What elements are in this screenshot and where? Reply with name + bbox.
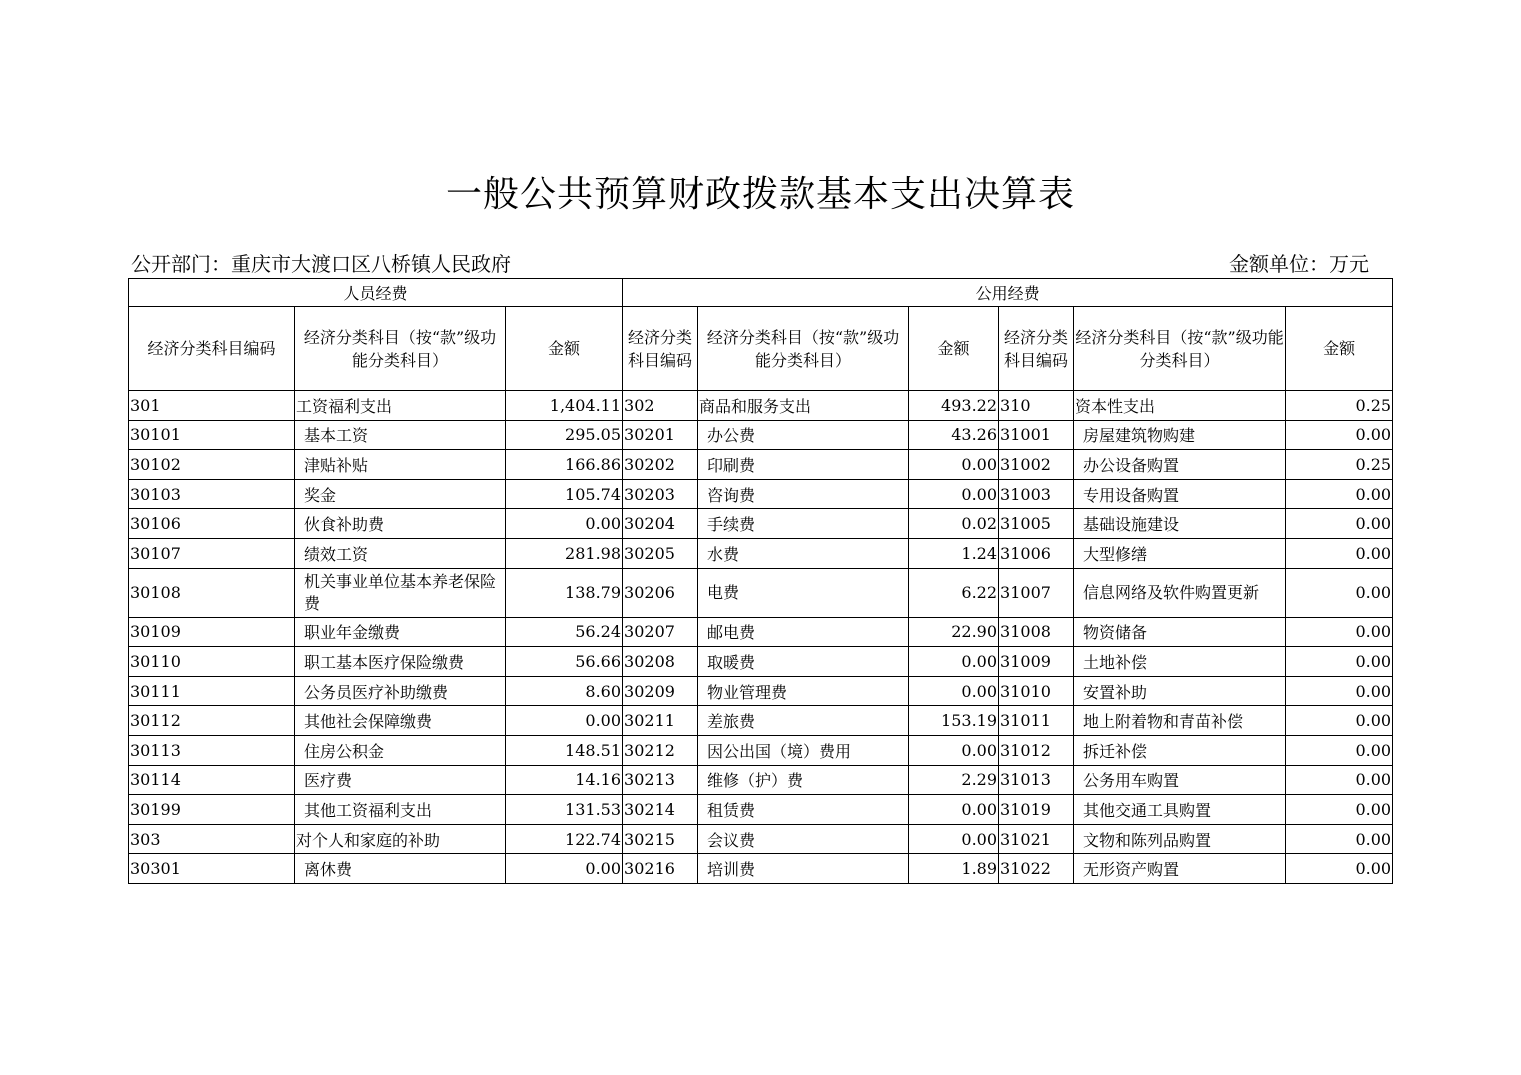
amount-cell: 0.00 xyxy=(1286,568,1393,617)
amount-cell: 0.00 xyxy=(909,795,999,825)
name-cell: 津贴补贴 xyxy=(295,450,506,480)
code-cell: 30212 xyxy=(623,735,698,765)
table-row xyxy=(129,765,1393,795)
code-cell: 30214 xyxy=(623,795,698,825)
code-cell: 30211 xyxy=(623,706,698,736)
code-cell: 303 xyxy=(129,824,295,854)
budget-table xyxy=(128,278,1393,884)
name-cell: 住房公积金 xyxy=(295,735,506,765)
name-cell: 公务用车购置 xyxy=(1074,765,1286,795)
code-cell: 302 xyxy=(623,391,698,421)
name-cell: 租赁费 xyxy=(698,795,909,825)
amount-cell: 148.51 xyxy=(506,735,623,765)
code-cell: 31011 xyxy=(999,706,1074,736)
table-row xyxy=(129,479,1393,509)
amount-cell: 0.00 xyxy=(1286,824,1393,854)
name-cell: 电费 xyxy=(698,568,909,617)
amount-cell: 0.00 xyxy=(1286,676,1393,706)
name-cell: 伙食补助费 xyxy=(295,509,506,539)
table-row xyxy=(129,795,1393,825)
amount-cell: 281.98 xyxy=(506,538,623,568)
table-row xyxy=(129,538,1393,568)
code-cell: 31013 xyxy=(999,765,1074,795)
name-cell: 对个人和家庭的补助 xyxy=(295,824,506,854)
name-cell: 机关事业单位基本养老保险费 xyxy=(295,568,506,617)
amount-cell: 138.79 xyxy=(506,568,623,617)
code-cell: 31003 xyxy=(999,479,1074,509)
amount-cell: 43.26 xyxy=(909,420,999,450)
name-cell: 其他社会保障缴费 xyxy=(295,706,506,736)
code-cell: 310 xyxy=(999,391,1074,421)
name-cell: 资本性支出 xyxy=(1074,391,1286,421)
table-body xyxy=(129,391,1393,884)
header-amount-1: 金额 xyxy=(506,307,623,391)
code-cell: 30206 xyxy=(623,568,698,617)
name-cell: 专用设备购置 xyxy=(1074,479,1286,509)
code-cell: 30207 xyxy=(623,617,698,647)
name-cell: 无形资产购置 xyxy=(1074,854,1286,884)
amount-cell: 0.00 xyxy=(1286,538,1393,568)
amount-cell: 2.29 xyxy=(909,765,999,795)
table-row xyxy=(129,676,1393,706)
header-amount-2: 金额 xyxy=(909,307,999,391)
amount-cell: 0.00 xyxy=(1286,735,1393,765)
code-cell: 30216 xyxy=(623,854,698,884)
code-cell: 31001 xyxy=(999,420,1074,450)
name-cell: 工资福利支出 xyxy=(295,391,506,421)
amount-cell: 56.66 xyxy=(506,647,623,677)
table-row xyxy=(129,568,1393,617)
amount-cell: 0.00 xyxy=(1286,765,1393,795)
name-cell: 文物和陈列品购置 xyxy=(1074,824,1286,854)
amount-cell: 56.24 xyxy=(506,617,623,647)
amount-cell: 0.00 xyxy=(506,509,623,539)
amount-cell: 0.00 xyxy=(1286,420,1393,450)
amount-cell: 6.22 xyxy=(909,568,999,617)
amount-cell: 14.16 xyxy=(506,765,623,795)
code-cell: 31012 xyxy=(999,735,1074,765)
code-cell: 30202 xyxy=(623,450,698,480)
amount-cell: 0.00 xyxy=(506,706,623,736)
table-row xyxy=(129,647,1393,677)
name-cell: 办公费 xyxy=(698,420,909,450)
name-cell: 拆迁补偿 xyxy=(1074,735,1286,765)
amount-cell: 0.00 xyxy=(909,735,999,765)
code-cell: 30205 xyxy=(623,538,698,568)
code-cell: 30110 xyxy=(129,647,295,677)
name-cell: 公务员医疗补助缴费 xyxy=(295,676,506,706)
table-row xyxy=(129,450,1393,480)
name-cell: 信息网络及软件购置更新 xyxy=(1074,568,1286,617)
code-cell: 30203 xyxy=(623,479,698,509)
table-row xyxy=(129,854,1393,884)
amount-cell: 153.19 xyxy=(909,706,999,736)
amount-cell: 8.60 xyxy=(506,676,623,706)
table-row xyxy=(129,509,1393,539)
name-cell: 职业年金缴费 xyxy=(295,617,506,647)
table-row xyxy=(129,617,1393,647)
table-row xyxy=(129,735,1393,765)
table-row xyxy=(129,824,1393,854)
name-cell: 咨询费 xyxy=(698,479,909,509)
name-cell: 印刷费 xyxy=(698,450,909,480)
name-cell: 维修（护）费 xyxy=(698,765,909,795)
code-cell: 31007 xyxy=(999,568,1074,617)
amount-cell: 0.02 xyxy=(909,509,999,539)
personnel-group-header: 人员经费 xyxy=(129,279,623,307)
header-name-2: 经济分类科目（按“款”级功能分类科目） xyxy=(698,307,909,391)
header-code-3: 经济分类科目编码 xyxy=(999,307,1074,391)
code-cell: 30213 xyxy=(623,765,698,795)
code-cell: 31021 xyxy=(999,824,1074,854)
amount-cell: 0.00 xyxy=(1286,617,1393,647)
name-cell: 土地补偿 xyxy=(1074,647,1286,677)
code-cell: 30199 xyxy=(129,795,295,825)
unit-label: 金额单位：万元 xyxy=(1229,252,1369,276)
amount-cell: 0.00 xyxy=(1286,795,1393,825)
amount-cell: 1.24 xyxy=(909,538,999,568)
name-cell: 基本工资 xyxy=(295,420,506,450)
amount-cell: 0.25 xyxy=(1286,391,1393,421)
name-cell: 商品和服务支出 xyxy=(698,391,909,421)
amount-cell: 0.00 xyxy=(1286,647,1393,677)
name-cell: 因公出国（境）费用 xyxy=(698,735,909,765)
amount-cell: 493.22 xyxy=(909,391,999,421)
code-cell: 30107 xyxy=(129,538,295,568)
amount-cell: 0.00 xyxy=(1286,854,1393,884)
amount-cell: 0.25 xyxy=(1286,450,1393,480)
name-cell: 物资储备 xyxy=(1074,617,1286,647)
header-code-2: 经济分类科目编码 xyxy=(623,307,698,391)
header-code-1: 经济分类科目编码 xyxy=(129,307,295,391)
code-cell: 31009 xyxy=(999,647,1074,677)
code-cell: 30215 xyxy=(623,824,698,854)
amount-cell: 166.86 xyxy=(506,450,623,480)
code-cell: 30114 xyxy=(129,765,295,795)
name-cell: 安置补助 xyxy=(1074,676,1286,706)
name-cell: 绩效工资 xyxy=(295,538,506,568)
code-cell: 30204 xyxy=(623,509,698,539)
code-cell: 30109 xyxy=(129,617,295,647)
name-cell: 地上附着物和青苗补偿 xyxy=(1074,706,1286,736)
name-cell: 医疗费 xyxy=(295,765,506,795)
amount-cell: 122.74 xyxy=(506,824,623,854)
amount-cell: 105.74 xyxy=(506,479,623,509)
code-cell: 30301 xyxy=(129,854,295,884)
code-cell: 31008 xyxy=(999,617,1074,647)
header-name-1: 经济分类科目（按“款”级功能分类科目） xyxy=(295,307,506,391)
name-cell: 会议费 xyxy=(698,824,909,854)
name-cell: 邮电费 xyxy=(698,617,909,647)
code-cell: 31010 xyxy=(999,676,1074,706)
code-cell: 31006 xyxy=(999,538,1074,568)
amount-cell: 0.00 xyxy=(1286,479,1393,509)
amount-cell: 0.00 xyxy=(1286,509,1393,539)
code-cell: 30113 xyxy=(129,735,295,765)
name-cell: 取暖费 xyxy=(698,647,909,677)
amount-cell: 0.00 xyxy=(1286,706,1393,736)
code-cell: 31005 xyxy=(999,509,1074,539)
code-cell: 30101 xyxy=(129,420,295,450)
code-cell: 31019 xyxy=(999,795,1074,825)
amount-cell: 0.00 xyxy=(506,854,623,884)
code-cell: 30209 xyxy=(623,676,698,706)
name-cell: 水费 xyxy=(698,538,909,568)
amount-cell: 0.00 xyxy=(909,824,999,854)
name-cell: 离休费 xyxy=(295,854,506,884)
table-row xyxy=(129,391,1393,421)
amount-cell: 1.89 xyxy=(909,854,999,884)
name-cell: 房屋建筑物购建 xyxy=(1074,420,1286,450)
code-cell: 30103 xyxy=(129,479,295,509)
code-cell: 30208 xyxy=(623,647,698,677)
header-name-3: 经济分类科目（按“款”级功能分类科目） xyxy=(1074,307,1286,391)
code-cell: 30112 xyxy=(129,706,295,736)
table-row xyxy=(129,706,1393,736)
amount-cell: 1,404.11 xyxy=(506,391,623,421)
name-cell: 手续费 xyxy=(698,509,909,539)
amount-cell: 295.05 xyxy=(506,420,623,450)
header-amount-3: 金额 xyxy=(1286,307,1393,391)
code-cell: 301 xyxy=(129,391,295,421)
amount-cell: 0.00 xyxy=(909,450,999,480)
public-group-header: 公用经费 xyxy=(623,279,1393,307)
page-title: 一般公共预算财政拨款基本支出决算表 xyxy=(445,174,1075,215)
amount-cell: 22.90 xyxy=(909,617,999,647)
name-cell: 培训费 xyxy=(698,854,909,884)
name-cell: 大型修缮 xyxy=(1074,538,1286,568)
name-cell: 其他交通工具购置 xyxy=(1074,795,1286,825)
name-cell: 奖金 xyxy=(295,479,506,509)
name-cell: 职工基本医疗保险缴费 xyxy=(295,647,506,677)
code-cell: 31002 xyxy=(999,450,1074,480)
amount-cell: 0.00 xyxy=(909,479,999,509)
name-cell: 差旅费 xyxy=(698,706,909,736)
code-cell: 30108 xyxy=(129,568,295,617)
table-row xyxy=(129,420,1393,450)
amount-cell: 131.53 xyxy=(506,795,623,825)
code-cell: 31022 xyxy=(999,854,1074,884)
code-cell: 30102 xyxy=(129,450,295,480)
department-label: 公开部门：重庆市大渡口区八桥镇人民政府 xyxy=(131,252,511,276)
name-cell: 基础设施建设 xyxy=(1074,509,1286,539)
code-cell: 30201 xyxy=(623,420,698,450)
name-cell: 办公设备购置 xyxy=(1074,450,1286,480)
name-cell: 物业管理费 xyxy=(698,676,909,706)
code-cell: 30111 xyxy=(129,676,295,706)
name-cell: 其他工资福利支出 xyxy=(295,795,506,825)
amount-cell: 0.00 xyxy=(909,647,999,677)
amount-cell: 0.00 xyxy=(909,676,999,706)
code-cell: 30106 xyxy=(129,509,295,539)
